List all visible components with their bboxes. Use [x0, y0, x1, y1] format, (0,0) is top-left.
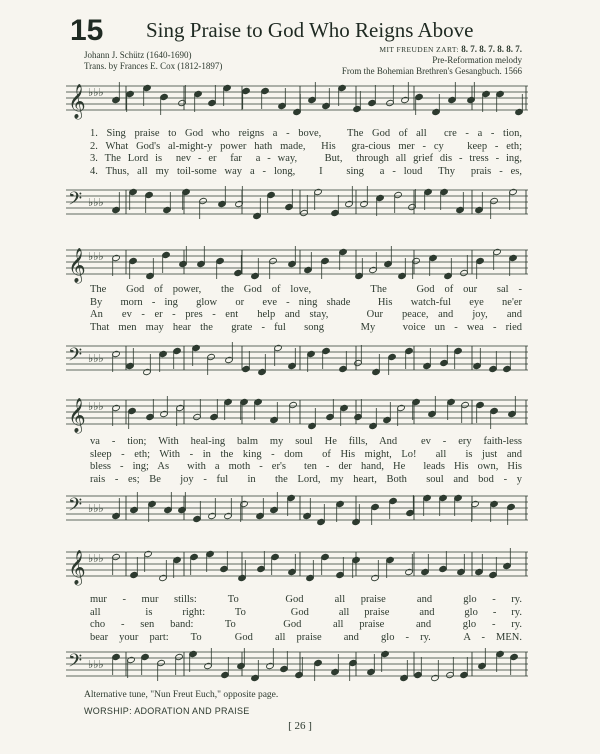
verse-4-line: 4. Thus, all my toil-some way a - long, I sing a - loud Thy prais - es, [90, 165, 522, 177]
lyrics-block [90, 284, 522, 334]
bass-staff [66, 648, 528, 680]
bass-staff [66, 186, 528, 218]
category-label: WORSHIP: ADORATION AND PRAISE [84, 706, 250, 716]
credits-right [342, 44, 522, 77]
key-signature-icon: ♭♭♭ [88, 196, 104, 209]
treble-staff-lines [66, 548, 528, 585]
hymn-title: Sing Praise to God Who Reigns Above [146, 18, 474, 42]
verse-1-line: 1. Sing praise to God who reigns a - bove, The God of all cre - a - tion, [90, 128, 522, 139]
verse-4-line: bear your part: To God all praise and glo - ry. A - MEN. [90, 631, 522, 643]
verse-3-line: An ev - er - pres - ent help and stay, Our peace, and joy, and [90, 309, 522, 320]
treble-staff-lines [66, 396, 528, 433]
bass-staff-lines [66, 342, 528, 376]
treble-staff [66, 396, 528, 433]
treble-clef-icon: 𝄞 [68, 84, 86, 119]
lyrics-block [90, 594, 522, 644]
treble-staff [66, 246, 528, 283]
alternative-tune-note: Alternative tune, "Nun Freut Euch," opposite page. [84, 690, 279, 700]
page-number: [ 26 ] [288, 720, 312, 732]
hymn-number: 15 [70, 14, 104, 47]
credits-left [84, 50, 222, 72]
verse-4-line: rais - es; Be joy - ful in the Lord, my heart, Both soul and bod - y [90, 473, 522, 485]
bass-staff [66, 492, 528, 524]
key-signature-icon: ♭♭♭ [88, 86, 104, 99]
verse-1-line: va - tion; With heal-ing balm my soul He fills, And ev - ery faith-less [90, 436, 522, 447]
bass-staff-lines [66, 648, 528, 682]
verse-2-line: By morn - ing glow or eve - ning shade His watch-ful eye ne'er [90, 296, 522, 308]
verse-2-line: all is right: To God all praise and glo - ry. [90, 606, 522, 618]
key-signature-icon: ♭♭♭ [88, 250, 104, 263]
lyrics-block [90, 128, 522, 178]
treble-staff [66, 82, 528, 119]
key-signature-icon: ♭♭♭ [88, 658, 104, 671]
verse-3-line: cho - sen band: To God all praise and glo - ry. [90, 619, 522, 630]
melody-origin: From the Bohemian Brethren's Gesangbuch. 1566 [341, 66, 522, 76]
bass-staff-lines [66, 186, 528, 220]
verse-4-line: That men may hear the grate - ful song My voice un - wea - ried [90, 321, 522, 333]
bass-staff [66, 342, 528, 374]
key-signature-icon: ♭♭♭ [88, 352, 104, 365]
key-signature-icon: ♭♭♭ [88, 400, 104, 413]
treble-staff [66, 548, 528, 585]
translator-credit: Trans. by Frances E. Cox (1812-1897) [84, 61, 223, 71]
bass-clef-icon: 𝄢 [68, 345, 83, 370]
bass-clef-icon: 𝄢 [68, 651, 83, 676]
verse-2-line: 2. What God's al-might-y power hath made, His gra-cious mer - cy keep - eth; [90, 140, 522, 152]
meter: 8. 7. 8. 7. 8. 8. 7. [461, 44, 522, 54]
author-credit: Johann J. Schütz (1640-1690) [84, 50, 192, 60]
treble-staff-lines [66, 82, 528, 119]
treble-staff-lines [66, 246, 528, 283]
verse-3-line: bless - ing; As with a moth - er's ten - der hand, He leads His own, His [90, 461, 522, 472]
treble-clef-icon: 𝄞 [68, 550, 86, 585]
treble-clef-icon: 𝄞 [68, 398, 86, 433]
verse-1-line: The God of power, the God of love, The God of our sal - [90, 284, 522, 295]
bass-clef-icon: 𝄢 [68, 495, 83, 520]
tempo-marking: MIT FREUDEN ZART: [379, 45, 459, 54]
melody-source: Pre-Reformation melody [432, 55, 522, 65]
verse-3-line: 3. The Lord is nev - er far a - way, But, through all grief dis - tress - ing, [90, 153, 522, 164]
bass-clef-icon: 𝄢 [68, 189, 83, 214]
treble-clef-icon: 𝄞 [68, 248, 86, 283]
lyrics-block [90, 436, 522, 486]
key-signature-icon: ♭♭♭ [88, 552, 104, 565]
key-signature-icon: ♭♭♭ [88, 502, 104, 515]
verse-2-line: sleep - eth; With - in the king - dom of His might, Lo! all is just and [90, 448, 522, 460]
verse-1-line: mur - mur stills: To God all praise and glo - ry. [90, 594, 522, 605]
bass-staff-lines [66, 492, 528, 526]
